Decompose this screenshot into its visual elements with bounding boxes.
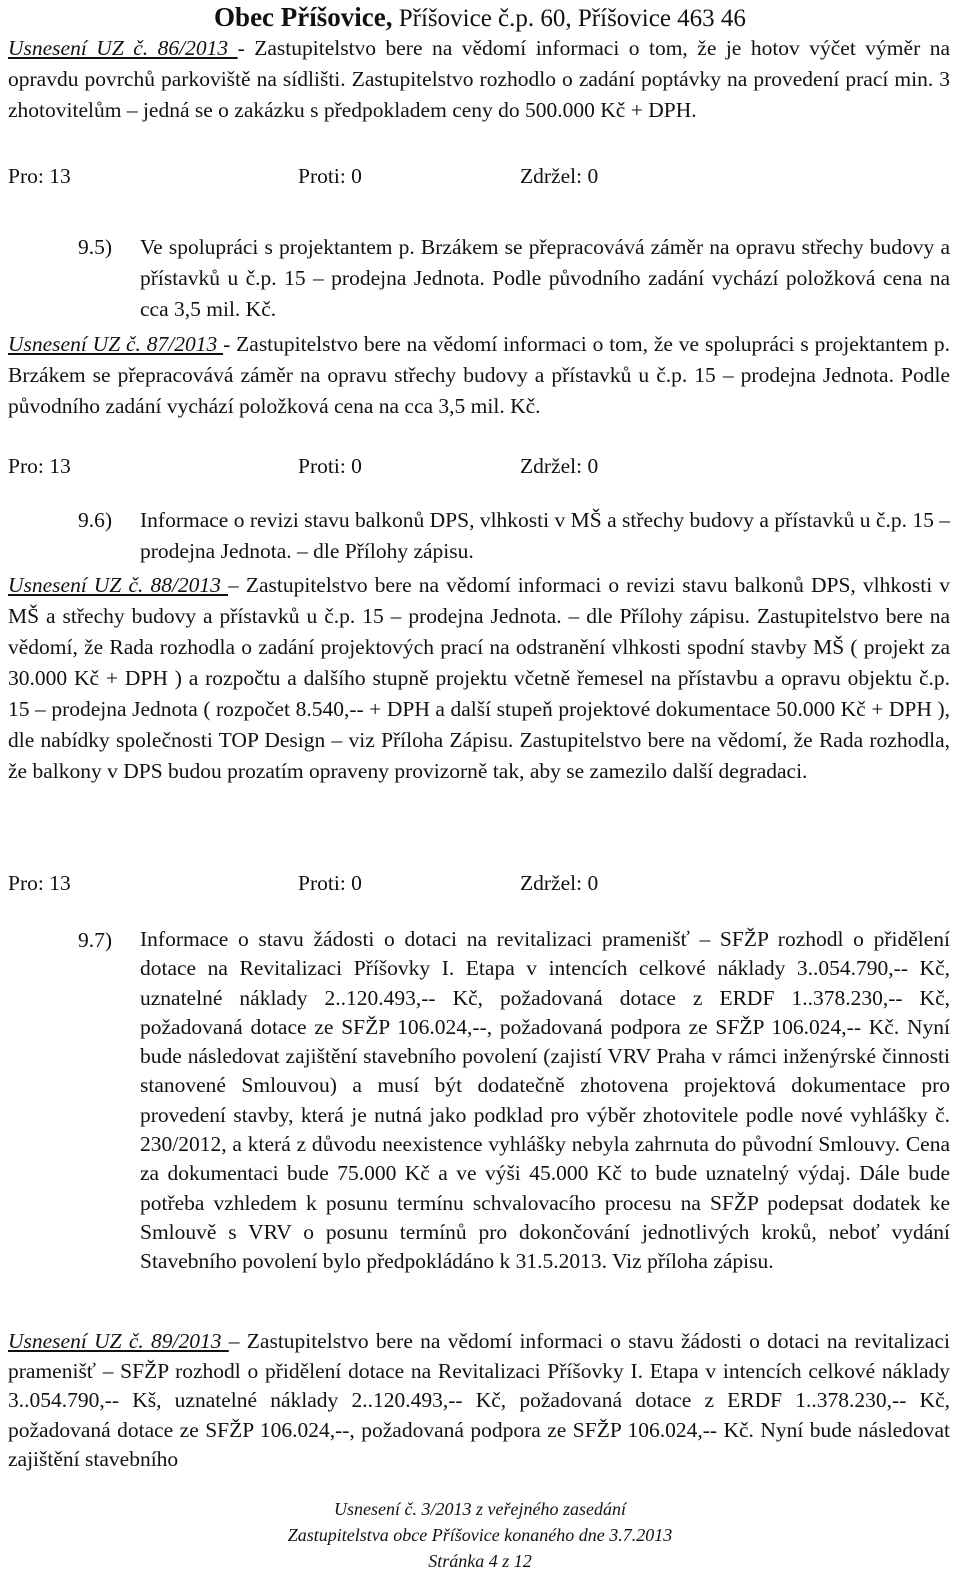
vote-proti: Proti: 0: [298, 164, 362, 188]
vote-result-1: [8, 161, 950, 192]
resolution-87-text: - Zastupitelstvo bere na vědomí informaci o tom, že ve spolupráci s projektantem p. Brzákem se přepracovává záměr na opravu střechy budovy a přístavků u č.p. 15 – prodejna Jednota. Podle původního zadání vychází položková cena na cca 3,5 mil. Kč.: [8, 332, 951, 418]
vote-result-3: [8, 868, 950, 899]
vote-pro: Pro: 13: [8, 871, 71, 895]
item-9-7-text: Informace o stavu žádosti o dotaci na revitalizaci pramenišť – SFŽP rozhodl o přidělení dotace na Revitalizaci Příšovky I. Etapa v intencích celkové náklady 3..054.790,-- Kč, uznatelné náklady 2..120.493,-- Kč, požadovaná dotace z ERDF 1..378.230,-- Kč, požadovaná dotace ze SFŽP 106.024,--, požadovaná podpora ze SFŽP 106.024,-- Kč. Nyní bude následovat zajištění stavebního povolení (zajistí VRV Praha v rámci inženýrské činnosti stanovené Smlouvou) a musí být dodatečně zhotovena projektová dokumentace pro provedení stavby, která je nutná jako podklad pro výběr zhotovitele podle nové vyhlášky č. 230/2012, a která z důvodu neexistence vyhlášky nebyla zahrnuta do původní Smlouvy. Cena za dokumentaci bude 75.000 Kč a ve výši 45.000 Kč to bude uznatelný výdaj. Dále bude potřeba vzhledem k posunu termínu schvalovacího procesu na SFŽP podepsat dodatek ke Smlouvě s VRV o posunu termínů pro dokončování jednotlivých kroků, neboť vydání Stavebního povolení bylo předpokládáno k 31.5.2013. Viz příloha zápisu.: [140, 927, 950, 1274]
page-footer: [0, 1496, 960, 1574]
resolution-89-text: – Zastupitelstvo bere na vědomí informaci o stavu žádosti o dotaci na revitalizaci pramenišť – SFŽP rozhodl o přidělení dotace na Revitalizaci Příšovky I. Etapa v intencích celkové náklady 3..054.790,-- Kš, uznatelné náklady 2..120.493,-- Kč, požadovaná dotace z ERDF 1..378.230,-- Kč, požadovaná dotace ze SFŽP 106.024,--, požadovaná podpora ze SFŽP 106.024,-- Kč. Nyní bude následovat zajištění stavebního: [8, 1329, 950, 1471]
resolution-89: [8, 1327, 950, 1475]
vote-result-2: [8, 451, 950, 482]
footer-page-number: Stránka 4 z 12: [428, 1551, 532, 1571]
vote-proti: Proti: 0: [298, 871, 362, 895]
vote-zdrzel: Zdržel: 0: [520, 454, 599, 478]
item-9-6-number: 9.6): [78, 508, 113, 532]
resolution-88-text: – Zastupitelstvo bere na vědomí informaci o revizi stavu balkonů DPS, vlhkosti v MŠ a střechy budovy a přístavků u č.p. 15 – prodejna Jednota. – dle Přílohy zápisu. Zastupitelstvo bere na vědomí, že Rada rozhodla o zadání projektových prací na odstranění vlhkosti spodní stavby MŠ ( projekt za 30.000 Kč + DPH ) a rozpočtu a dalšího stupně projektu včetně řemesel na přístavbu a opravu objektu č.p. 15 – prodejna Jednota ( rozpočet 8.540,-- + DPH a další stupeň projektové dokumentace 50.000 Kč + DPH ), dle nabídky společnosti TOP Design – viz Příloha Zápisu. Zastupitelstvo bere na vědomí, že Rada rozhodla, že balkony v DPS budou prozatím opraveny provizorně tak, aby se zamezilo další degradaci.: [8, 573, 950, 783]
resolution-89-label: Usnesení UZ č. 89/2013: [8, 1329, 229, 1353]
resolution-88-label: Usnesení UZ č. 88/2013: [8, 573, 228, 597]
resolution-86-label: Usnesení UZ č. 86/2013: [8, 36, 238, 60]
vote-zdrzel: Zdržel: 0: [520, 164, 599, 188]
resolution-87: [8, 329, 950, 422]
page-header: [0, 2, 960, 34]
resolution-86: [8, 33, 950, 126]
item-9-5-text: Ve spolupráci s projektantem p. Brzákem se přepracovává záměr na opravu střechy budovy a přístavků u č.p. 15 – prodejna Jednota. Podle původního zadání vychází položková cena na cca 3,5 mil. Kč.: [140, 235, 950, 321]
item-9-5-number: 9.5): [78, 235, 113, 259]
municipality-name: Obec Příšovice,: [214, 2, 393, 32]
item-9-6-text: Informace o revizi stavu balkonů DPS, vlhkosti v MŠ a střechy budovy a přístavků u č.p. 15 – prodejna Jednota. – dle Přílohy zápisu.: [140, 508, 950, 563]
vote-proti: Proti: 0: [298, 454, 362, 478]
resolution-88: [8, 570, 950, 787]
municipality-address: Příšovice č.p. 60, Příšovice 463 46: [392, 5, 746, 32]
resolution-87-label: Usnesení UZ č. 87/2013: [8, 332, 224, 356]
vote-pro: Pro: 13: [8, 164, 71, 188]
item-9-7-number: 9.7): [78, 928, 113, 952]
footer-meeting-info: Zastupitelstva obce Příšovice konaného dne 3.7.2013: [287, 1525, 673, 1545]
vote-pro: Pro: 13: [8, 454, 71, 478]
vote-zdrzel: Zdržel: 0: [520, 871, 599, 895]
footer-resolution-title: Usnesení č. 3/2013 z veřejného zasedání: [334, 1499, 626, 1519]
resolution-86-text: - Zastupitelstvo bere na vědomí informaci o tom, že je hotov výčet výměr na opravdu povrchů parkoviště na sídlišti. Zastupitelstvo rozhodlo o zadání poptávky na provedení prací min. 3 zhotovitelům – jedná se o zakázku s předpokladem ceny do 500.000 Kč + DPH.: [8, 36, 950, 122]
